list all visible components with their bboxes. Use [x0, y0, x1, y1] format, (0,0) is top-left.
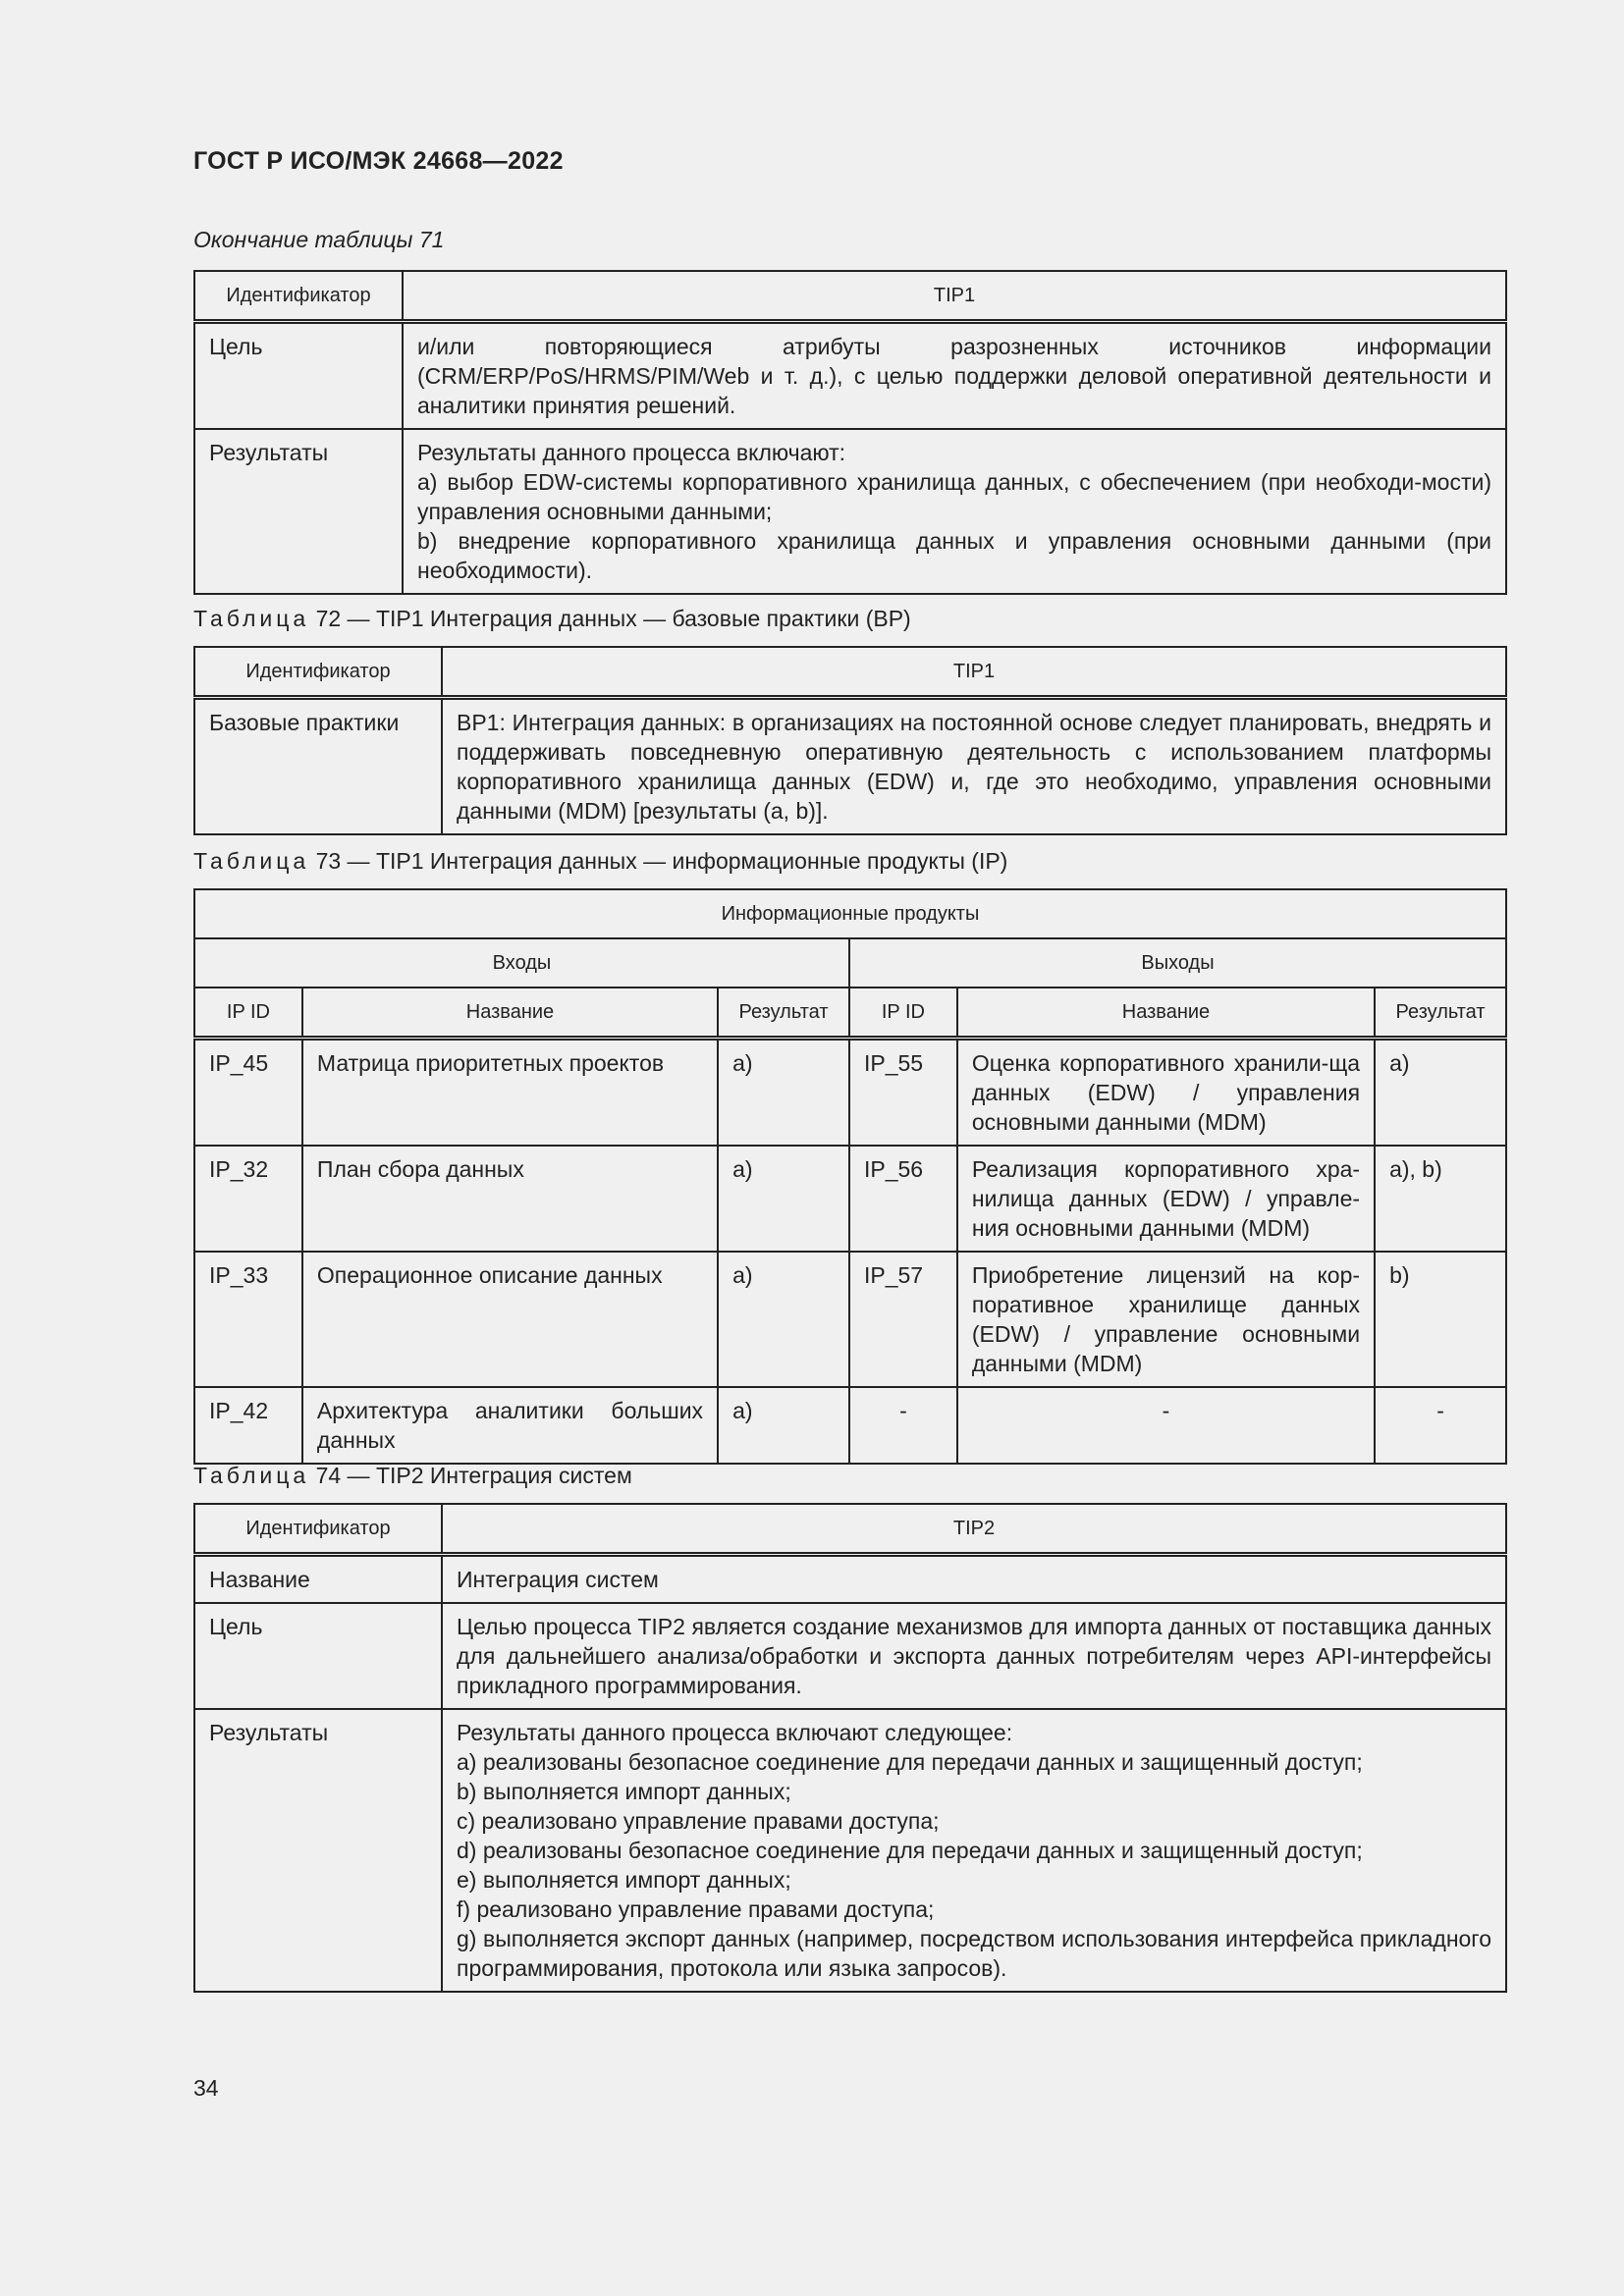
table73-outputs-header: Выходы — [849, 938, 1506, 988]
output-name: Реализация корпоративного хра-нилища данных (EDW) / управле-ния основными данными (MDM) — [957, 1146, 1375, 1252]
input-name: Операционное описание данных — [302, 1252, 718, 1387]
output-result: b) — [1375, 1252, 1506, 1387]
results-line: d) реализованы безопасное соединение для передачи данных и защищенный доступ; — [457, 1838, 1363, 1863]
table74-row-label: Результаты — [194, 1709, 442, 1992]
table72-header-id: Идентификатор — [194, 647, 442, 698]
table74-row-label: Название — [194, 1555, 442, 1604]
input-name: Архитектура аналитики больших данных — [302, 1387, 718, 1464]
output-result: - — [1375, 1387, 1506, 1464]
table71 — [193, 270, 1507, 595]
output-name: Оценка корпоративного хранили-ща данных (EDW) / управления основными данными (MDM) — [957, 1039, 1375, 1147]
input-result: a) — [718, 1387, 849, 1464]
input-name: План сбора данных — [302, 1146, 718, 1252]
input-result: a) — [718, 1039, 849, 1147]
table-row — [194, 1387, 1506, 1464]
table73-title: Информационные продукты — [194, 889, 1506, 938]
output-result: a), b) — [1375, 1146, 1506, 1252]
table-word: Таблица — [193, 848, 310, 874]
col-header-result: Результат — [718, 988, 849, 1039]
results-line: g) выполняется экспорт данных (например, посредством использования интерфейса прикладного программирования, протокола или языка запросов). — [457, 1926, 1491, 1981]
results-line: e) выполняется импорт данных; — [457, 1867, 791, 1893]
table72-row-label: Базовые практики — [194, 698, 442, 835]
table71-row-label: Цель — [194, 322, 403, 430]
table-row — [194, 1252, 1506, 1387]
table73-caption-text: 73 — TIP1 Интеграция данных — информационные продукты (IP) — [315, 848, 1008, 874]
col-header-name: Название — [957, 988, 1375, 1039]
col-header-name: Название — [302, 988, 718, 1039]
results-line: b) выполняется импорт данных; — [457, 1779, 791, 1804]
input-ip-id: IP_42 — [194, 1387, 302, 1464]
table74-caption-text: 74 — TIP2 Интеграция систем — [315, 1463, 632, 1488]
col-header-ip-id: IP ID — [849, 988, 957, 1039]
results-line: Результаты данного процесса включают: — [417, 440, 846, 465]
table-row — [194, 429, 1506, 594]
table-row — [194, 698, 1506, 835]
table74-row-text: Интеграция систем — [442, 1555, 1506, 1604]
col-header-ip-id: IP ID — [194, 988, 302, 1039]
input-ip-id: IP_45 — [194, 1039, 302, 1147]
input-ip-id: IP_32 — [194, 1146, 302, 1252]
table74 — [193, 1503, 1507, 1993]
table74-header-value: TIP2 — [442, 1504, 1506, 1555]
input-result: a) — [718, 1146, 849, 1252]
table-row — [194, 1039, 1506, 1147]
table71-row-text: и/или повторяющиеся атрибуты разрозненных источников информации (CRM/ERP/PoS/HRMS/PIM/Web и т. д.), с целью поддержки деловой оперативной деятельности и аналитики принятия решений. — [403, 322, 1506, 430]
output-name: - — [957, 1387, 1375, 1464]
table71-header-value: TIP1 — [403, 271, 1506, 322]
input-result: a) — [718, 1252, 849, 1387]
table73 — [193, 888, 1507, 1465]
table-word: Таблица — [193, 606, 310, 631]
results-line: a) выбор EDW-системы корпоративного хранилища данных, с обеспечением (при необходи-мости) управления основными данными; — [417, 469, 1491, 524]
results-line: a) реализованы безопасное соединение для передачи данных и защищенный доступ; — [457, 1749, 1363, 1775]
output-ip-id: IP_57 — [849, 1252, 957, 1387]
output-name: Приобретение лицензий на кор-поративное хранилище данных (EDW) / управление основными данными (MDM) — [957, 1252, 1375, 1387]
table-row — [194, 1555, 1506, 1604]
results-line: c) реализовано управление правами доступа; — [457, 1808, 940, 1834]
table-row — [194, 1603, 1506, 1709]
table-row — [194, 1146, 1506, 1252]
col-header-result: Результат — [1375, 988, 1506, 1039]
table-row — [194, 1709, 1506, 1992]
results-line: b) внедрение корпоративного хранилища данных и управления основными данными (при необходимости). — [417, 528, 1491, 583]
output-ip-id: IP_55 — [849, 1039, 957, 1147]
input-name: Матрица приоритетных проектов — [302, 1039, 718, 1147]
table72-caption-text: 72 — TIP1 Интеграция данных — базовые практики (BP) — [315, 606, 911, 631]
table74-header-id: Идентификатор — [194, 1504, 442, 1555]
table72-row-text: BP1: Интеграция данных: в организациях на постоянной основе следует планировать, внедрять и поддерживать повседневную оперативную деятельность с использованием платформы корпоративного хранилища данных (EDW) и, где это необходимо, управления основными данными (MDM) [результаты (a, b)]. — [442, 698, 1506, 835]
table74-row-label: Цель — [194, 1603, 442, 1709]
table72-header-value: TIP1 — [442, 647, 1506, 698]
table72-caption — [193, 606, 911, 632]
table-row — [194, 322, 1506, 430]
results-line: Результаты данного процесса включают следующее: — [457, 1720, 1013, 1745]
output-ip-id: IP_56 — [849, 1146, 957, 1252]
output-result: a) — [1375, 1039, 1506, 1147]
table74-row-text: Целью процесса TIP2 является создание механизмов для импорта данных от поставщика данных для дальнейшего анализа/обработки и экспорта данных потребителям через API-интерфейсы прикладного программирования. — [442, 1603, 1506, 1709]
table74-caption — [193, 1463, 632, 1489]
table71-row-label: Результаты — [194, 429, 403, 594]
table72 — [193, 646, 1507, 835]
input-ip-id: IP_33 — [194, 1252, 302, 1387]
output-ip-id: - — [849, 1387, 957, 1464]
table71-row-text — [403, 429, 1506, 594]
table71-header-id: Идентификатор — [194, 271, 403, 322]
document-header: ГОСТ Р ИСО/МЭК 24668—2022 — [193, 147, 564, 175]
table71-caption: Окончание таблицы 71 — [193, 227, 445, 252]
table73-inputs-header: Входы — [194, 938, 849, 988]
page-number: 34 — [193, 2075, 219, 2101]
results-line: f) реализовано управление правами доступа; — [457, 1896, 935, 1922]
table74-row-text — [442, 1709, 1506, 1992]
table73-caption — [193, 848, 1007, 875]
table-word: Таблица — [193, 1463, 310, 1488]
